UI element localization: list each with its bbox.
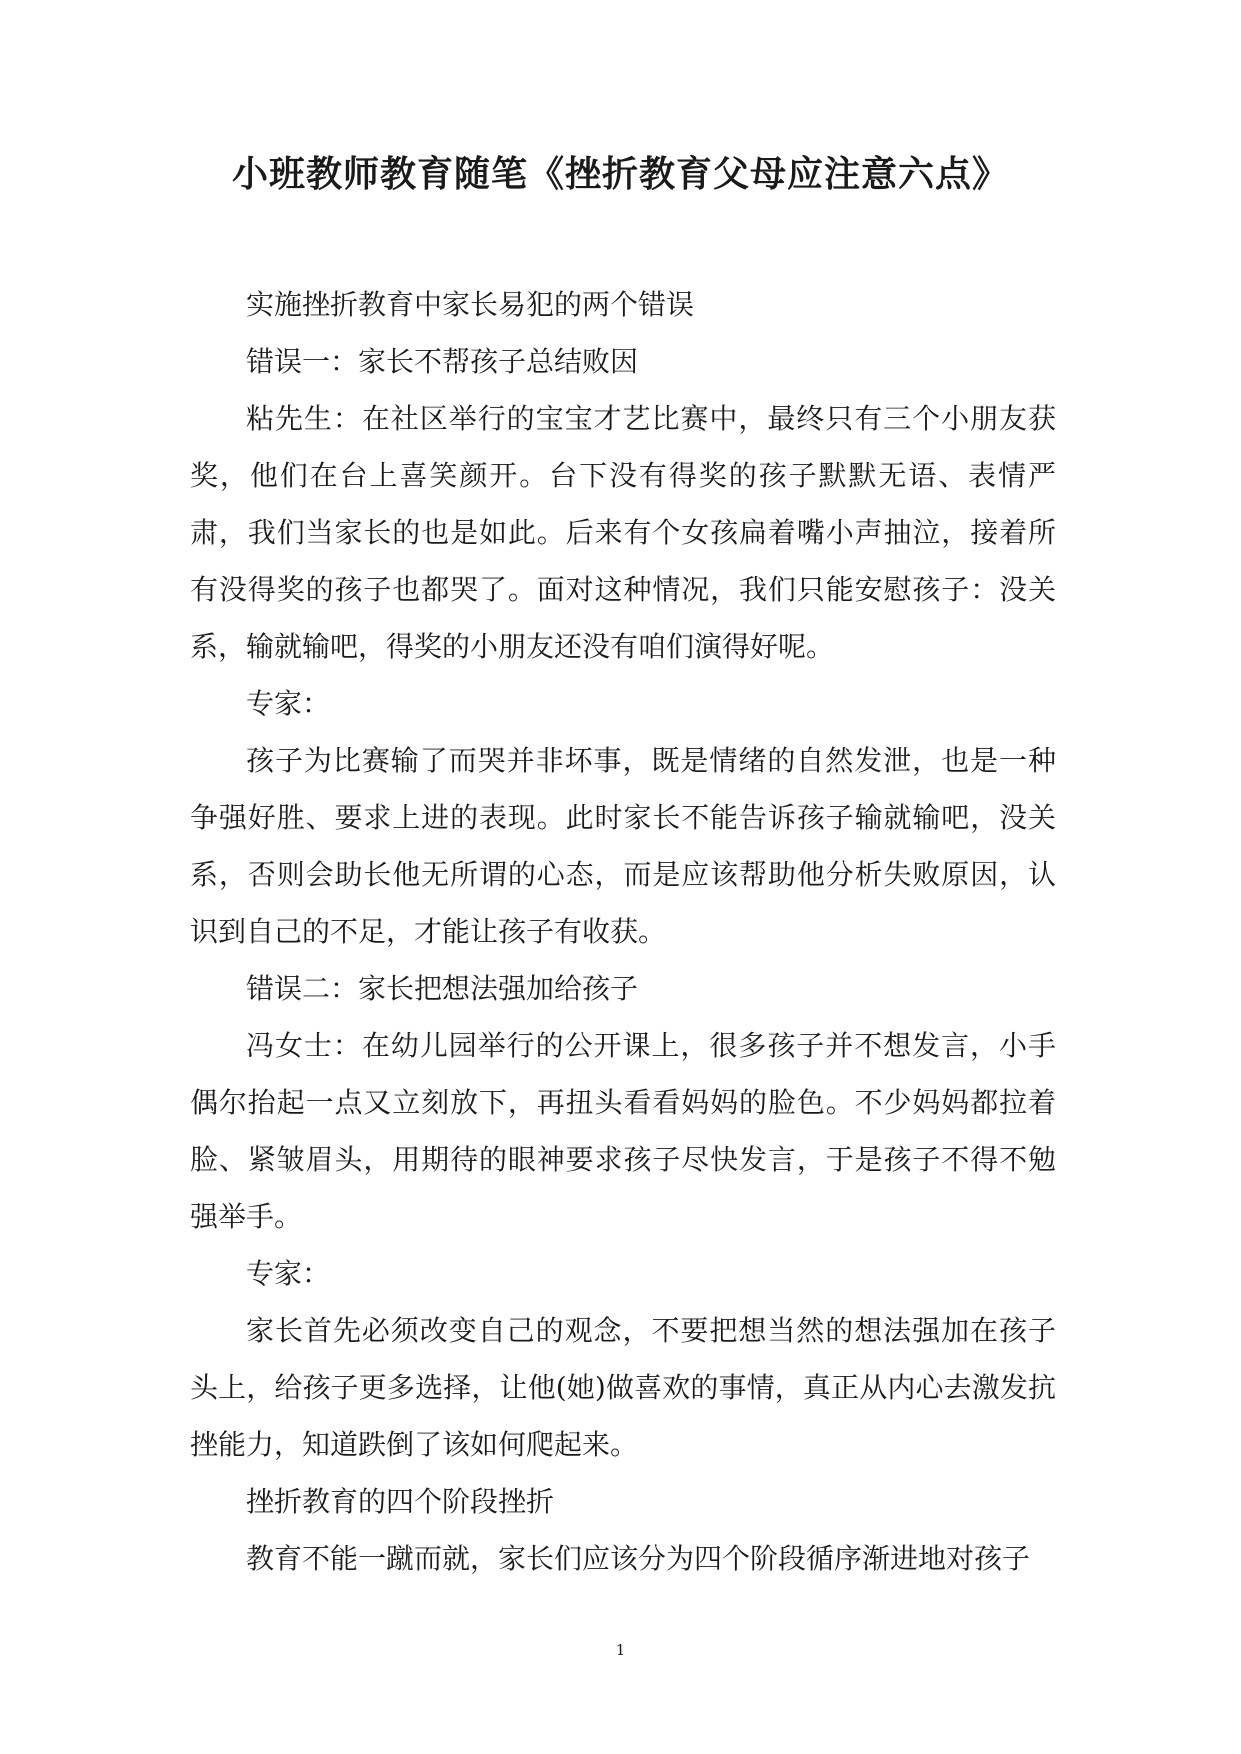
- paragraph: 粘先生：在社区举行的宝宝才艺比赛中，最终只有三个小朋友获奖，他们在台上喜笑颜开。台下没有得奖的孩子默默无语、表情严肃，我们当家长的也是如此。后来有个女孩扁着嘴小声抽泣，接着所有没得奖的孩子也都哭了。面对这种情况，我们只能安慰孩子：没关系，输就输吧，得奖的小朋友还没有咱们演得好呢。: [190, 402, 1056, 663]
- document-body: [190, 276, 1056, 1587]
- paragraph: 孩子为比赛输了而哭并非坏事，既是情绪的自然发泄，也是一种争强好胜、要求上进的表现。此时家长不能告诉孩子输就输吧，没关系，否则会助长他无所谓的心态，而是应该帮助他分析失败原因，认识到自己的不足，才能让孩子有收获。: [190, 744, 1056, 948]
- paragraph: 错误二：家长把想法强加给孩子: [246, 972, 639, 1005]
- paragraph: 错误一：家长不帮孩子总结败因: [246, 345, 639, 378]
- paragraph: 专家：: [246, 1257, 331, 1290]
- document-title: 小班教师教育随笔《挫折教育父母应注意六点》: [231, 153, 1009, 195]
- page-number: 1: [615, 1641, 626, 1659]
- paragraph: 冯女士：在幼儿园举行的公开课上，很多孩子并不想发言，小手偶尔抬起一点又立刻放下，再扭头看看妈妈的脸色。不少妈妈都拉着脸、紧皱眉头，用期待的眼神要求孩子尽快发言，于是孩子不得不勉强举手。: [190, 1029, 1056, 1233]
- paragraph: 挫折教育的四个阶段挫折: [246, 1485, 555, 1518]
- paragraph: 教育不能一蹴而就，家长们应该分为四个阶段循序渐进地对孩子: [246, 1542, 1031, 1575]
- paragraph: 专家：: [246, 687, 331, 720]
- paragraph: 家长首先必须改变自己的观念，不要把想当然的想法强加在孩子头上，给孩子更多选择，让他(她)做喜欢的事情，真正从内心去激发抗挫能力，知道跌倒了该如何爬起来。: [190, 1314, 1056, 1461]
- paragraph: 实施挫折教育中家长易犯的两个错误: [246, 288, 695, 321]
